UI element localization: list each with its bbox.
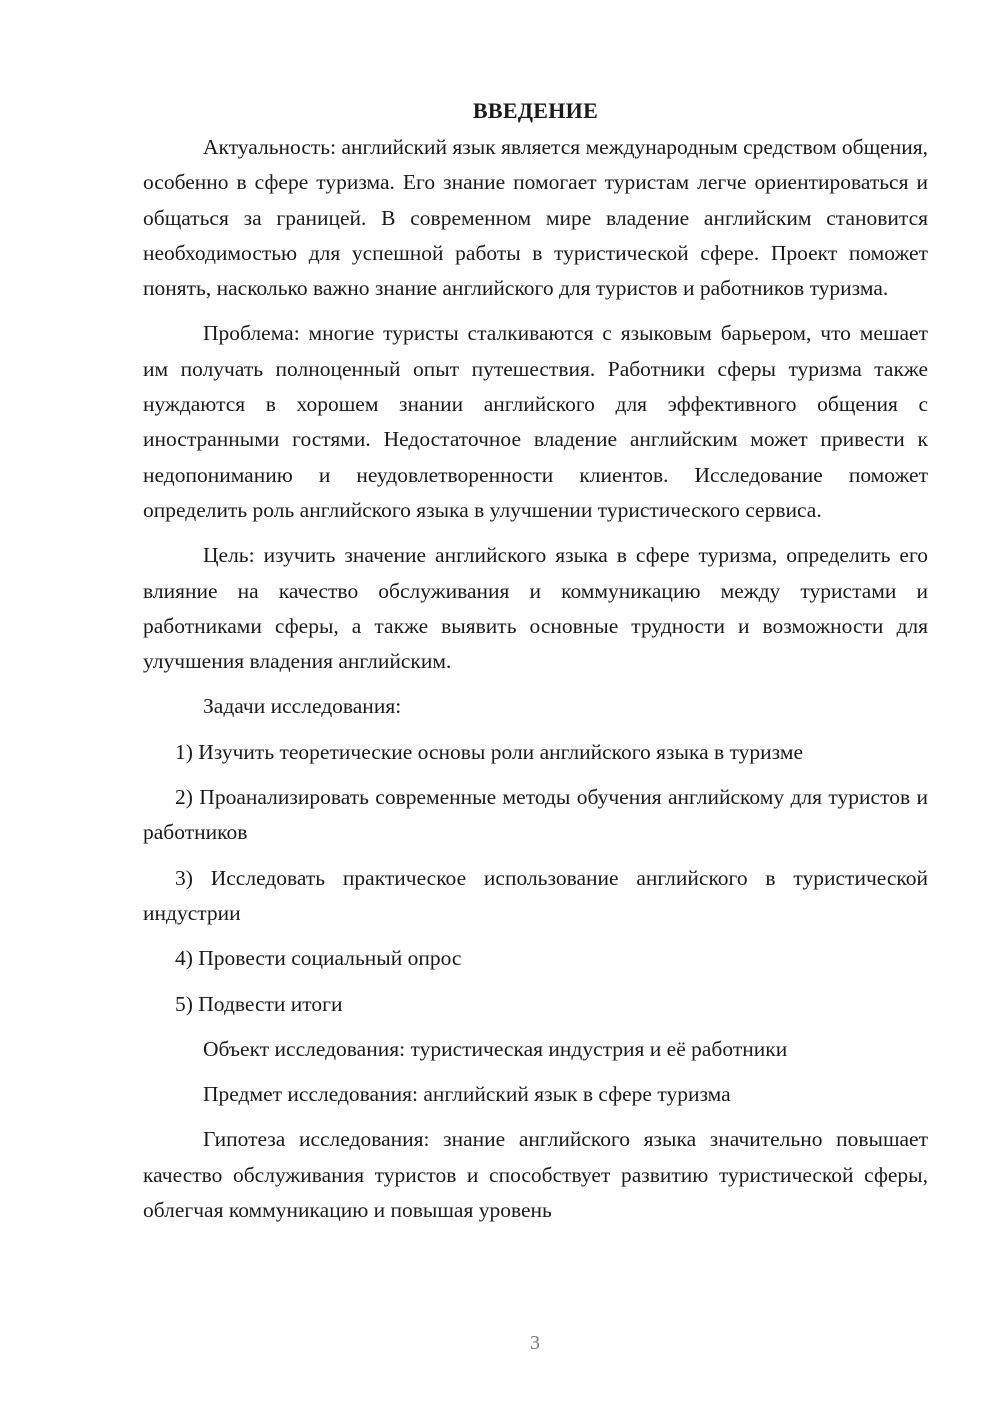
relevance-paragraph: Актуальность: английский язык является международным средством общения, особенно в сфере туризма. Его знание помогает туристам легче ориентироваться и общаться за границей. В современном мире владение английским становится необходимостью для успешной работы в туристической сфере. Проект поможет понять, насколько важно знание английского для туристов и работников туризма. <box>143 135 928 301</box>
page-number: 3 <box>530 1332 540 1354</box>
page-content <box>143 96 928 1228</box>
research-object: Объект исследования: туристическая индустрия и её работники <box>203 1036 788 1061</box>
research-subject: Предмет исследования: английский язык в сфере туризма <box>203 1082 731 1107</box>
tasks-heading: Задачи исследования: <box>203 694 402 719</box>
goal-paragraph: Цель: изучить значение английского языка в сфере туризма, определить его влияние на качество обслуживания и коммуникацию между туристами и работниками сферы, а также выявить основные трудности и возможности для улучшения владения английским. <box>143 543 928 674</box>
task-item-4: 4) Провести социальный опрос <box>175 946 462 971</box>
research-hypothesis: Гипотеза исследования: знание английского языка значительно повышает качество обслуживания туристов и способствует развитию туристической сферы, облегчая коммуникацию и повышая уровень <box>143 1127 928 1223</box>
task-item-5: 5) Подвести итоги <box>175 991 343 1016</box>
problem-paragraph: Проблема: многие туристы сталкиваются с языковым барьером, что мешает им получать полноценный опыт путешествия. Работники сферы туризма также нуждаются в хорошем знании английского для эффективного общения с иностранными гостями. Недостаточное владение английским может привести к недопониманию и неудовлетворенности клиентов. Исследование поможет определить роль английского языка в улучшении туристического сервиса. <box>143 321 928 522</box>
section-title: ВВЕДЕНИЕ <box>472 98 599 123</box>
task-item-2: 2) Проанализировать современные методы обучения английскому для туристов и работников <box>143 785 928 845</box>
task-item-1: 1) Изучить теоретические основы роли английского языка в туризме <box>175 739 803 764</box>
task-item-3: 3) Исследовать практическое использование английского в туристической индустрии <box>143 865 928 925</box>
